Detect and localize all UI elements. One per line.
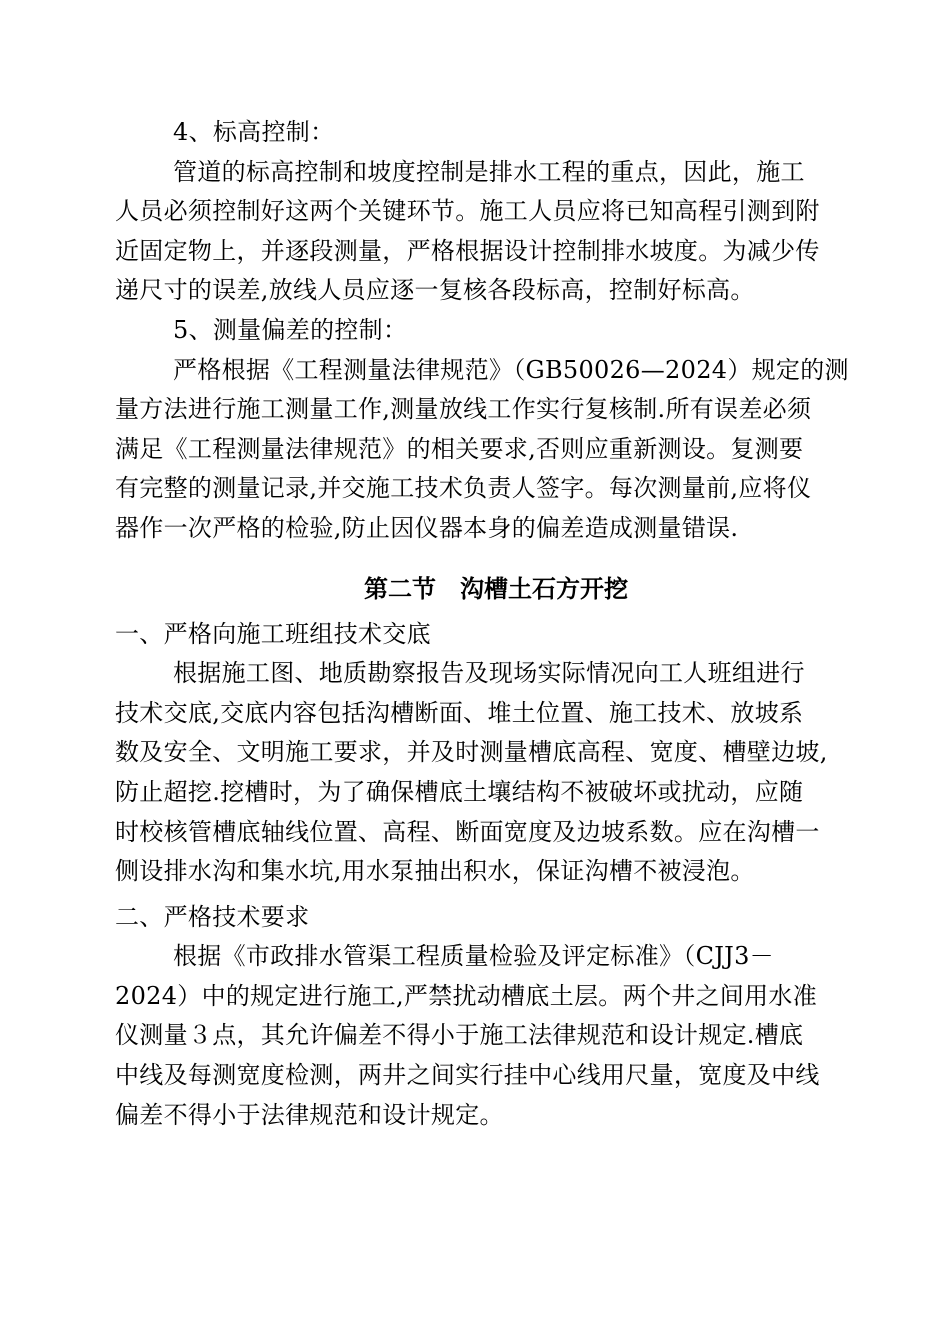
paragraph-line: 近固定物上，并逐段测量，严格根据设计控制排水坡度。为减少传	[115, 236, 820, 265]
paragraph-line: 严格根据《工程测量法律规范》（GB50026—2024）规定的测	[173, 355, 849, 384]
document-page	[115, 113, 857, 1135]
paragraph-line: 技术交底,交底内容包括沟槽断面、堆土位置、施工技术、放坡系	[115, 698, 804, 727]
paragraph-elevation-control	[115, 153, 857, 311]
paragraph-deviation-control	[115, 351, 857, 549]
paragraph-line: 器作一次严格的检验,防止因仪器本身的偏差造成测量错误.	[115, 513, 739, 542]
paragraph-line: 中线及每测宽度检测，两井之间实行挂中心线用尺量，宽度及中线	[115, 1061, 820, 1090]
paragraph-line: 人员必须控制好这两个关键环节。施工人员应将已知高程引测到附	[115, 197, 820, 226]
paragraph-line: 仪测量３点，其允许偏差不得小于施工法律规范和设计规定.槽底	[115, 1021, 804, 1050]
paragraph-line: 根据施工图、地质勘察报告及现场实际情况向工人班组进行	[173, 659, 805, 688]
paragraph-line: 根据《市政排水管渠工程质量检验及评定标准》（CJJ3－	[173, 942, 774, 971]
subheading-technical-briefing: 一、严格向施工班组技术交底	[115, 619, 431, 648]
paragraph-technical-requirements	[115, 937, 857, 1135]
paragraph-line: 有完整的测量记录,并交施工技术负责人签字。每次测量前,应将仪	[115, 474, 812, 503]
subheading-technical-requirements: 二、严格技术要求	[115, 902, 310, 931]
paragraph-line: 侧设排水沟和集水坑,用水泵抽出积水，保证沟槽不被浸泡。	[115, 857, 755, 886]
paragraph-line: 偏差不得小于法律规范和设计规定。	[115, 1100, 504, 1129]
paragraph-line: 管道的标高控制和坡度控制是排水工程的重点，因此，施工	[173, 157, 805, 186]
paragraph-line: 量方法进行施工测量工作,测量放线工作实行复核制.所有误差必须	[115, 395, 812, 424]
paragraph-line: 数及安全、文明施工要求，并及时测量槽底高程、宽度、槽壁边坡,	[115, 738, 828, 767]
paragraph-technical-briefing	[115, 654, 857, 892]
section-title: 第二节 沟槽土石方开挖	[364, 574, 628, 603]
paragraph-line: 满足《工程测量法律规范》的相关要求,否则应重新测设。复测要	[115, 434, 804, 463]
heading-elevation-control: 4、标高控制：	[173, 118, 335, 146]
paragraph-line: 递尺寸的误差,放线人员应逐一复核各段标高，控制好标高。	[115, 276, 755, 305]
heading-deviation-control: 5、测量偏差的控制：	[173, 315, 408, 344]
paragraph-line: 2024）中的规定进行施工,严禁扰动槽底土层。两个井之间用水准	[115, 981, 818, 1010]
paragraph-line: 防止超挖.挖槽时，为了确保槽底土壤结构不被破坏或扰动，应随	[115, 777, 804, 806]
paragraph-line: 时校核管槽底轴线位置、高程、断面宽度及边坡系数。应在沟槽一	[115, 817, 820, 846]
